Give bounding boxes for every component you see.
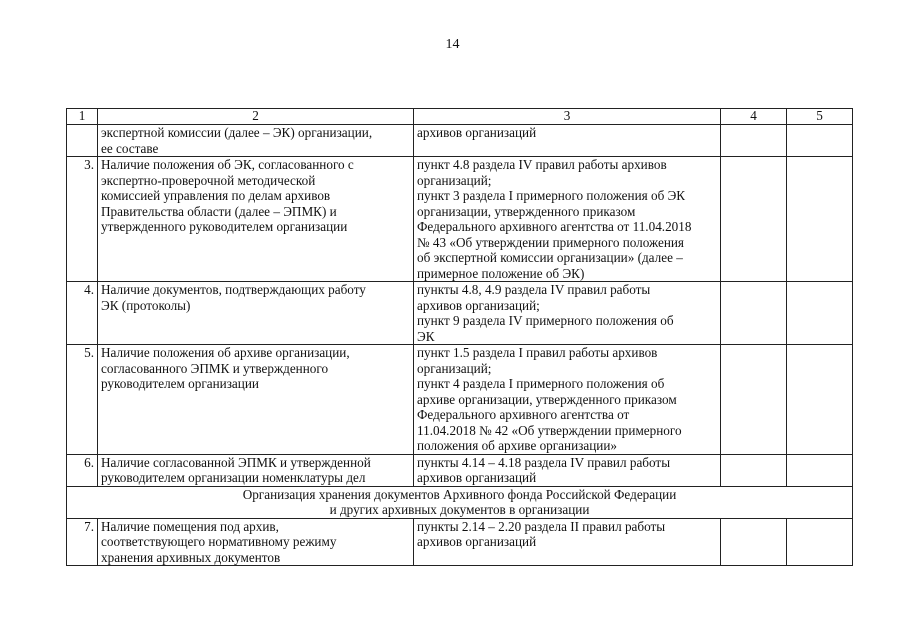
requirement-cell [98,157,414,282]
column-5-cell [787,282,853,345]
section-heading [67,486,853,518]
table-row [67,454,853,486]
column-4-cell [721,518,787,566]
legal-basis-cell [414,282,721,345]
legal-basis-cell [414,518,721,566]
requirement-cell [98,282,414,345]
requirement-cell-line: Наличие положения об ЭК, согласованного с [101,157,354,172]
requirement-cell-line: руководителем организации номенклатуры дел [101,470,366,485]
column-5-cell [787,125,853,157]
column-header-1: 1 [67,109,98,125]
column-5-cell [787,345,853,455]
legal-basis-cell [414,125,721,157]
legal-basis-cell-line: архивов организаций [417,125,537,140]
legal-basis-cell-line: пункты 4.14 – 4.18 раздела IV правил работы [417,454,671,470]
inspection-table [66,108,853,566]
legal-basis-cell-line: архивов организаций [417,534,537,549]
row-number: 7. [67,518,98,566]
column-header-4: 4 [721,109,787,125]
legal-basis-cell-line: ЭК [417,328,435,344]
legal-basis-cell-line: архивов организаций [417,470,537,485]
column-4-cell [721,282,787,345]
legal-basis-cell [414,345,721,455]
section-heading-line: и других архивных документов в организации [329,502,590,517]
column-header-3: 3 [414,109,721,125]
table-row [67,345,853,455]
requirement-cell-line: ЭК (протоколы) [101,297,191,313]
legal-basis-cell-line: пункт 4 раздела I примерного положения об [417,376,665,391]
legal-basis-cell-line: об экспертной комиссии организации» (далее – [417,250,683,265]
column-5-cell [787,157,853,282]
requirement-cell [98,518,414,566]
legal-basis-cell-line: архиве организации, утвержденного приказом [417,391,677,407]
requirement-cell-line: согласованного ЭПМК и утвержденного [101,360,329,376]
section-row [67,486,853,518]
legal-basis-cell-line: Федерального архивного агентства от 11.04.2018 [417,219,692,234]
table-row [67,125,853,157]
legal-basis-cell-line: 11.04.2018 № 42 «Об утверждении примерного [417,422,682,438]
column-5-cell [787,454,853,486]
requirement-cell-line: ее составе [101,140,159,156]
requirement-cell-line: экспертной комиссии (далее – ЭК) организации, [101,125,373,140]
requirement-cell-line: хранения архивных документов [101,549,281,565]
column-4-cell [721,345,787,455]
column-5-cell [787,518,853,566]
legal-basis-cell-line: положения об архиве организации» [417,438,617,453]
requirement-cell-line: соответствующего нормативному режиму [101,534,337,549]
legal-basis-cell-line: архивов организаций; [417,297,540,313]
legal-basis-cell-line: № 43 «Об утверждении примерного положения [417,234,685,250]
table-row [67,157,853,282]
requirement-cell-line: экспертно-проверочной методической [101,172,316,188]
requirement-cell-line: утвержденного руководителем организации [101,219,348,234]
requirement-cell-line: Правительства области (далее – ЭПМК) и [101,203,337,219]
requirement-cell [98,454,414,486]
requirement-cell-line: комиссией управления по делам архивов [101,188,331,203]
legal-basis-cell-line: Федерального архивного агентства от [417,407,630,422]
requirement-cell-line: Наличие согласованной ЭПМК и утвержденной [101,454,371,470]
row-number: 6. [67,454,98,486]
legal-basis-cell-line: организаций; [417,172,492,188]
legal-basis-cell-line: пункты 4.8, 4.9 раздела IV правил работы [417,282,651,297]
table-row [67,282,853,345]
row-number [67,125,98,157]
legal-basis-cell [414,157,721,282]
table-row [67,518,853,566]
column-header-2: 2 [98,109,414,125]
legal-basis-cell-line: примерное положение об ЭК) [417,265,585,281]
section-heading-line: Организация хранения документов Архивного фонда Российской Федерации [242,486,677,502]
requirement-cell-line: Наличие положения об архиве организации, [101,345,350,360]
column-header-5: 5 [787,109,853,125]
column-4-cell [721,454,787,486]
legal-basis-cell-line: пункт 9 раздела IV примерного положения об [417,313,674,328]
requirement-cell-line: Наличие помещения под архив, [101,518,279,534]
requirement-cell [98,125,414,157]
row-number: 3. [67,157,98,282]
legal-basis-cell-line: пункты 2.14 – 2.20 раздела II правил работы [417,518,666,534]
legal-basis-cell-line: организаций; [417,360,492,376]
column-4-cell [721,157,787,282]
column-4-cell [721,125,787,157]
requirement-cell [98,345,414,455]
row-number: 4. [67,282,98,345]
legal-basis-cell-line: организации, утвержденного приказом [417,203,636,219]
legal-basis-cell [414,454,721,486]
page-number: 14 [445,37,460,52]
requirement-cell-line: Наличие документов, подтверждающих работу [101,282,366,297]
requirement-cell-line: руководителем организации [101,376,259,391]
legal-basis-cell-line: пункт 3 раздела I примерного положения об ЭК [417,188,686,203]
column-header-row [67,109,853,125]
legal-basis-cell-line: пункт 1.5 раздела I правил работы архивов [417,345,658,360]
row-number: 5. [67,345,98,455]
legal-basis-cell-line: пункт 4.8 раздела IV правил работы архивов [417,157,667,172]
